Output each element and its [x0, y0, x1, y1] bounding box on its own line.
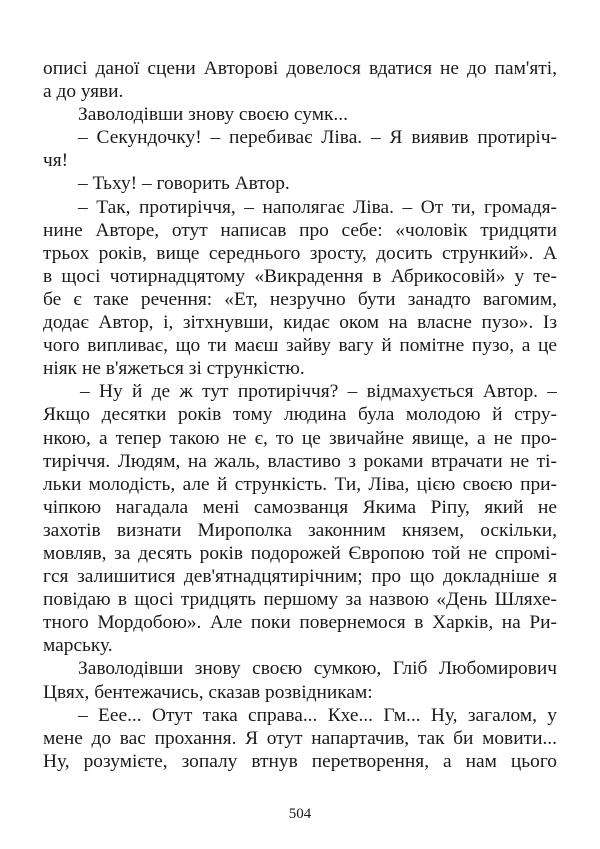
text-line: мене до вас прохання. Я отут напартачив, так би мовити... [43, 727, 557, 749]
page-number: 504 [288, 806, 312, 822]
text-line: Цвях, бентежачись, сказав розвідникам: [43, 681, 373, 703]
text-line: нкою, а тепер такою не є, то це звичайне явище, а не про- [43, 427, 557, 449]
text-line: Ну, розумієте, зопалу втнув перетворення, а нам цього [43, 750, 557, 772]
text-line: описі даної сцени Авторові довелося вдатися не до пам'яті, [43, 58, 557, 79]
text-line: трьох років, вище середнього зросту, досить стрункий». А [43, 242, 557, 264]
text-line: – Тьху! – говорить Автор. [78, 173, 290, 195]
text-line: Заволодівши знову своєю сумк... [78, 104, 348, 126]
text-line: льки молодість, але й стрункість. Ти, Ліва, цією своєю при- [43, 473, 557, 495]
text-line: чя! [43, 150, 69, 172]
text-line: тиріччя. Людям, на жаль, властиво з роками втрачати не ті- [43, 450, 557, 472]
text-line: – Секундочку! – перебиває Ліва. – Я виявив протиріч- [78, 127, 557, 149]
text-line: гся залишитися дев'ятнадцятирічним; про що докладніше я [43, 566, 557, 588]
text-line: Якщо десятки років тому людина була молодою й стру- [43, 404, 557, 426]
text-line: додає Автор, і, зітхнувши, кидає оком на власне пузо». Із [43, 312, 557, 334]
text-line: бе є таке речення: «Ет, незручно бути занадто вагомим, [43, 288, 557, 310]
book-page-text [43, 57, 557, 773]
text-line: чіпкою нагадала мені самозванця Якима Ріпу, який не [43, 496, 557, 518]
text-line: Заволодівши знову своєю сумкою, Гліб Любомирович [78, 658, 557, 680]
text-line: в щосі чотирнадцятому «Викрадення в Абрикосовій» у те- [43, 265, 557, 287]
text-line: захотів визнати Мирополка законним князем, оскільки, [43, 519, 557, 541]
text-line: ніяк не в'яжеться зі стрункістю. [43, 358, 305, 380]
text-line: а до уяви. [43, 81, 124, 103]
text-line: тного Мордобою». Але поки повернемося в Харків, на Ри- [43, 612, 557, 634]
text-line: – Ну й де ж тут протиріччя? – відмахується Автор. – [80, 381, 557, 403]
text-line: чого випливає, що ти маєш зайву вагу й помітне пузо, а це [43, 335, 557, 357]
text-line: нине Авторе, отут написав про себе: «чоловік тридцяти [43, 219, 557, 241]
text-line: марську. [43, 635, 113, 657]
text-line: – Еее... Отут така справа... Кхе... Гм... Ну, загалом, у [78, 704, 557, 726]
text-line: мовляв, за десять років подорожей Європою той не спромі- [43, 542, 557, 564]
text-line: – Так, протиріччя, – наполягає Ліва. – От ти, громадя- [78, 196, 557, 218]
text-line: повідаю в щосі тридцять першому за назвою «День Шляхе- [43, 589, 557, 611]
